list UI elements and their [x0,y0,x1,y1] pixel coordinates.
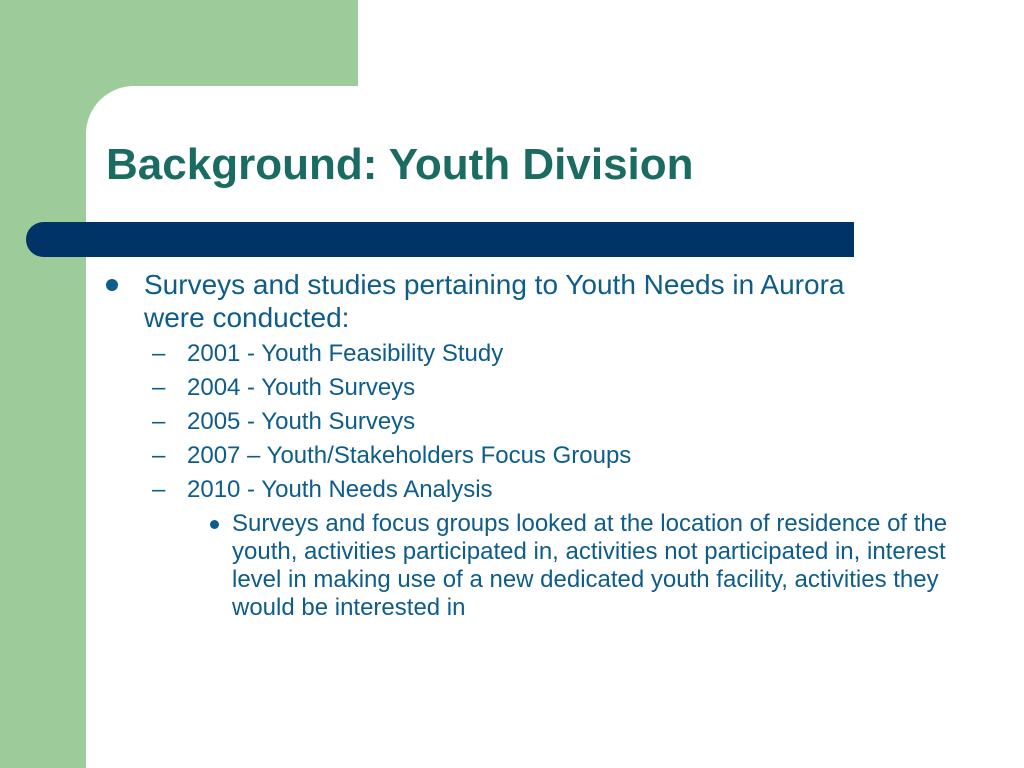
slide-title: Background: Youth Division [106,140,694,189]
sub-item-text: 2004 - Youth Surveys [187,374,416,401]
dash-icon: – [152,340,166,367]
sub-item-text: 2001 - Youth Feasibility Study [187,340,504,367]
sub-sub-item-text: Surveys and focus groups looked at the location of residence of the youth, activities participated in, activities not participated in, interest level in making use of a new dedicated youth facility, activities they would be interested in [232,510,948,621]
small-bullet-dot-icon [210,520,219,529]
dash-icon: – [152,476,166,503]
dash-icon: – [152,408,166,435]
title-underline-bar [26,222,854,257]
dash-icon: – [152,442,166,469]
dash-icon: – [152,374,166,401]
bullet-dot-icon [106,279,118,291]
bullet-text: Surveys and studies pertaining to Youth Needs in Aurora were conducted: [144,269,845,333]
sub-item-text: 2007 – Youth/Stakeholders Focus Groups [187,442,632,469]
sub-item-text: 2005 - Youth Surveys [187,408,416,435]
sub-item-text: 2010 - Youth Needs Analysis [187,476,493,503]
